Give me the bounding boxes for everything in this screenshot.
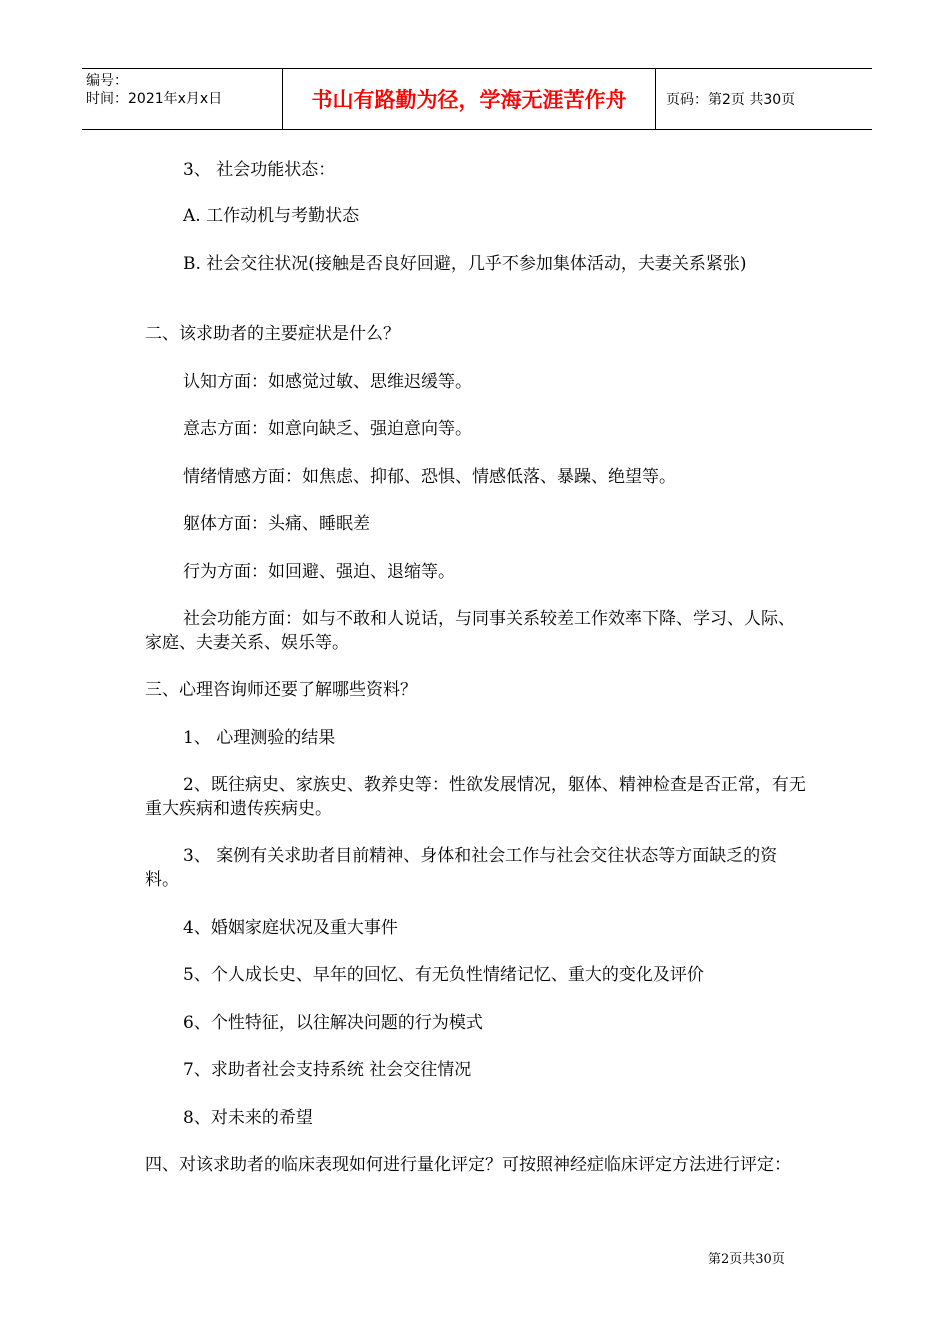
document-code-label: 编号： — [86, 73, 128, 89]
section-heading: 四、对该求助者的临床表现如何进行量化评定？可按照神经症临床评定方法进行评定： — [145, 1155, 791, 1175]
paragraph: 1、 心理测验的结果 — [183, 728, 336, 748]
paragraph: 5、个人成长史、早年的回忆、有无负性情绪记忆、重大的变化及评价 — [183, 965, 704, 985]
paragraph: A. 工作动机与考勤状态 — [183, 206, 360, 226]
paragraph: 认知方面：如感觉过敏、思维迟缓等。 — [183, 372, 472, 392]
paragraph: 3、 案例有关求助者目前精神、身体和社会工作与社会交往状态等方面缺乏的资料。 — [145, 846, 778, 890]
paragraph: 意志方面：如意向缺乏、强迫意向等。 — [183, 419, 472, 439]
page-header — [82, 68, 872, 130]
paragraph: 8、对未来的希望 — [183, 1108, 313, 1128]
paragraph: 躯体方面：头痛、睡眠差 — [183, 514, 370, 534]
header-page-number: 页码：第2页 共30页 — [666, 92, 796, 108]
section-heading: 三、心理咨询师还要了解哪些资料？ — [145, 680, 417, 700]
page-footer: 第2页共30页 — [708, 1252, 785, 1267]
paragraph: 行为方面：如回避、强迫、退缩等。 — [183, 562, 455, 582]
paragraph: 6、个性特征，以往解决问题的行为模式 — [183, 1013, 483, 1033]
paragraph: 3、 社会功能状态： — [183, 160, 336, 180]
header-meta — [82, 69, 282, 129]
paragraph: 情绪情感方面：如焦虑、抑郁、恐惧、情感低落、暴躁、绝望等。 — [183, 467, 676, 487]
paragraph: B. 社会交往状况(接触是否良好回避，几乎不参加集体活动，夫妻关系紧张) — [183, 254, 747, 274]
header-motto: 书山有路勤为径，学海无涯苦作舟 — [282, 69, 656, 129]
paragraph: 社会功能方面：如与不敢和人说话，与同事关系较差工作效率下降、学习、人际、家庭、夫妻关系、娱乐等。 — [145, 609, 795, 653]
section-heading: 二、该求助者的主要症状是什么？ — [145, 324, 400, 344]
document-date: 时间：2021年x月x日 — [86, 91, 223, 107]
paragraph: 7、求助者社会支持系统 社会交往情况 — [183, 1060, 472, 1080]
paragraph: 2、既往病史、家族史、教养史等：性欲发展情况，躯体、精神检查是否正常，有无重大疾病和遗传疾病史。 — [145, 775, 806, 819]
paragraph: 4、婚姻家庭状况及重大事件 — [183, 918, 398, 938]
